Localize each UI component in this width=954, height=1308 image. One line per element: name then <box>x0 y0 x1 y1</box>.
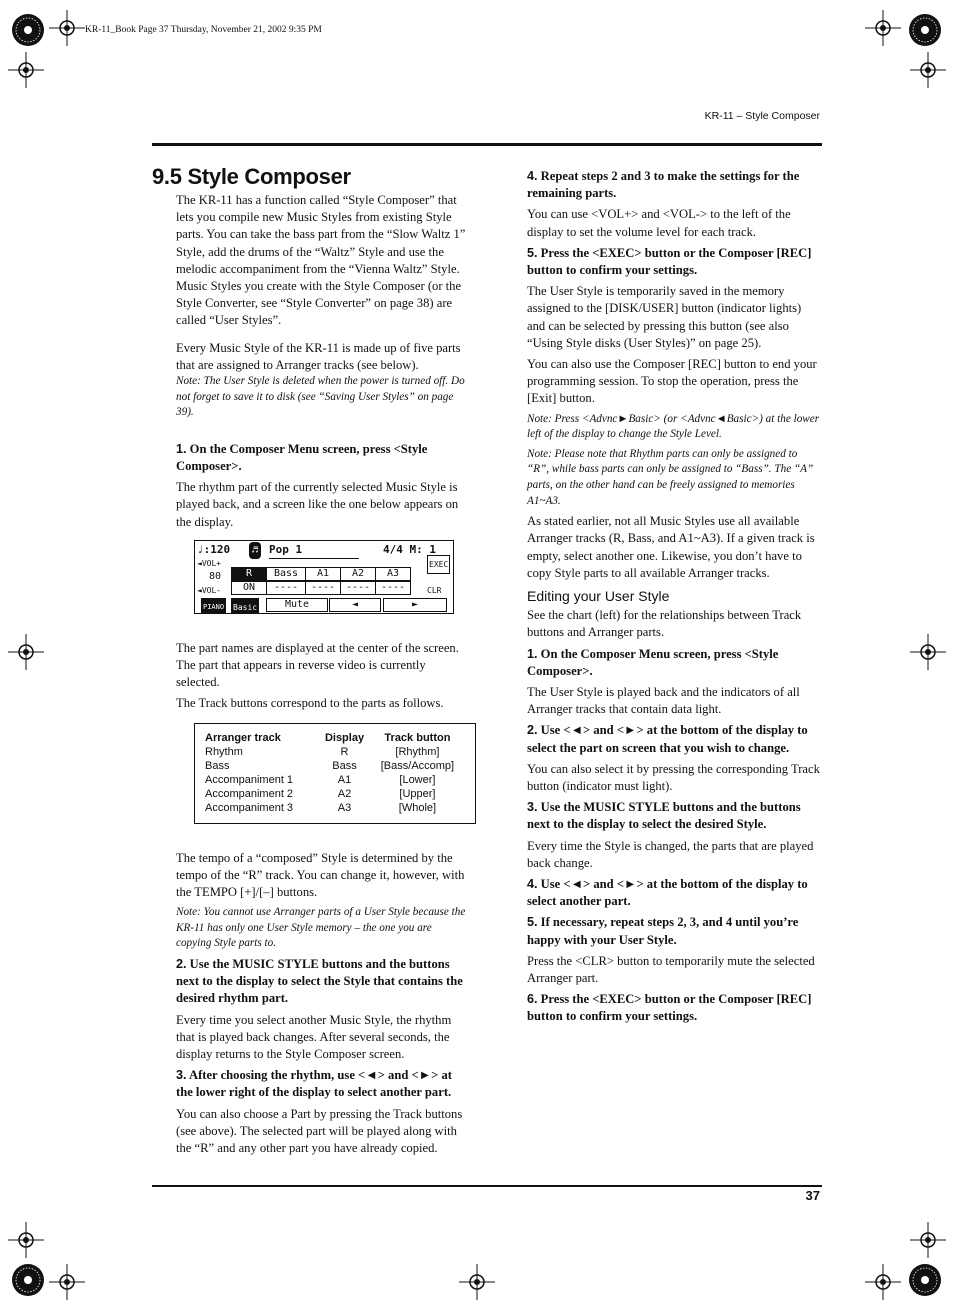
crosshair-mark <box>8 1222 44 1258</box>
section-subheading: Editing your User Style <box>527 588 670 605</box>
edit-step-2-body: You can also select it by pressing the corresponding Track button (indicator must light). <box>527 761 820 794</box>
table-row <box>205 773 465 787</box>
lcd-arrow-left: ◄ <box>329 598 381 612</box>
lcd-vol-minus: ◄VOL- <box>197 585 222 595</box>
edit-step-3-body: Every time the Style is changed, the parts that are played back change. <box>527 838 814 870</box>
tempo-paragraph: The tempo of a “composed” Style is determined by the tempo of the “R” track. You can change it, however, with the TEMPO [+]/[–] buttons. <box>176 850 465 900</box>
lcd-part-a1: A1 <box>305 567 341 581</box>
lcd-state-a1: ---- <box>305 581 341 595</box>
lcd-arrow-right: ► <box>383 598 447 612</box>
lcd-state-a2: ---- <box>340 581 376 595</box>
column-header: Display <box>324 731 365 744</box>
edit-step-1-body: The User Style is played back and the indicators of all Arranger tracks that contain data light. <box>527 685 800 717</box>
print-slug: KR-11_Book Page 37 Thursday, November 21, 2002 9:35 PM <box>85 25 322 35</box>
crosshair-mark <box>865 1264 901 1300</box>
crosshair-mark <box>49 10 85 46</box>
right-column <box>527 168 820 1030</box>
table-cell: A1 <box>337 773 352 786</box>
lcd-part-a2: A2 <box>340 567 376 581</box>
table-cell: A3 <box>337 801 352 814</box>
lcd-volume-value: 80 <box>209 570 222 582</box>
crosshair-mark <box>459 1264 495 1300</box>
note-icon: ♬ <box>249 542 261 559</box>
track-buttons-paragraph: The Track buttons correspond to the parts as follows. <box>176 696 444 711</box>
lcd-mute-button: Mute <box>266 598 328 612</box>
table-row <box>205 745 465 759</box>
top-rule <box>152 143 822 146</box>
edit-step-3-heading: 3. Use the MUSIC STYLE buttons and the buttons next to the display to select the desired Style. <box>527 800 801 832</box>
page-number: 37 <box>805 1188 820 1203</box>
table-row <box>205 801 465 815</box>
end-session-paragraph: You can also use the Composer [REC] button to end your programming session. To stop the operation, press the [Exit] button. <box>527 357 817 406</box>
intro-paragraph-2: Every Music Style of the KR-11 is made up of five parts that are assigned to Arranger tracks (see below). <box>176 340 461 372</box>
crosshair-mark <box>910 52 946 88</box>
lcd-clr-button: CLR <box>427 585 442 595</box>
step-3-heading: 3. After choosing the rhythm, use <◄> and <►> at the lower right of the display to select another part. <box>176 1068 452 1100</box>
registration-circle-mark <box>907 12 943 48</box>
bottom-rule <box>152 1185 822 1187</box>
edit-step-1-heading: 1. On the Composer Menu screen, press <Style Composer>. <box>527 646 779 678</box>
crosshair-mark <box>49 1264 85 1300</box>
edit-step-4-heading: 4. Use <◄> and <►> at the bottom of the display to select another part. <box>527 877 808 909</box>
table-cell: [Bass/Accomp] <box>380 759 455 772</box>
lcd-state-bass: ---- <box>266 581 306 595</box>
step-5-heading: 5. Press the <EXEC> button or the Composer [REC] button to confirm your settings. <box>527 245 812 278</box>
table-cell: Accompaniment 2 <box>205 787 294 800</box>
step-4-heading: 4. Repeat steps 2 and 3 to make the settings for the remaining parts. <box>527 169 800 201</box>
table-cell: A2 <box>337 787 352 800</box>
registration-circle-mark <box>907 1262 943 1298</box>
table-cell: [Lower] <box>399 773 436 786</box>
lcd-piano-tab: PIANO <box>201 598 226 614</box>
table-cell: [Rhythm] <box>395 745 440 758</box>
table-cell: Rhythm <box>205 745 243 758</box>
running-head: KR-11 – Style Composer <box>704 110 820 122</box>
page-title: 9.5 Style Composer <box>152 164 351 189</box>
step-3-body: You can also choose a Part by pressing the Track buttons (see above). The selected part will be played along with the “R” and any other part you have already copied. <box>176 1106 463 1156</box>
edit-step-5-heading: 5. If necessary, repeat steps 2, 3, and 4 until you’re happy with your User Style. <box>527 915 799 947</box>
table-row <box>205 759 465 773</box>
column-header: Track button <box>384 731 451 744</box>
crosshair-mark <box>865 10 901 46</box>
edit-step-2-heading: 2. Use <◄> and <►> at the bottom of the display to select the part on screen that you wish to change. <box>527 723 808 755</box>
table-cell: Bass <box>205 759 230 772</box>
step-1-heading: 1. On the Composer Menu screen, press <Style Composer>. <box>176 441 428 474</box>
note-part-assignment: Note: Please note that Rhythm parts can only be assigned to “R”, while bass parts can only be assigned to “Bass”. The “A” parts, on the other hand can be freely assigned to memories A1~A3. <box>527 447 814 507</box>
table-cell: Bass <box>332 759 357 772</box>
lcd-part-bass: Bass <box>266 567 306 581</box>
crosshair-mark <box>8 634 44 670</box>
lcd-state-a3: ---- <box>375 581 411 595</box>
crosshair-mark <box>910 634 946 670</box>
lcd-display-illustration <box>194 540 454 614</box>
part-names-paragraph: The part names are displayed at the center of the screen. The part that appears in reverse video is currently selected. <box>176 640 459 690</box>
step-1-body: The rhythm part of the currently selected Music Style is played back, and a screen like the one below appears on the display. <box>176 480 459 529</box>
table-cell: Accompaniment 3 <box>205 801 294 814</box>
crosshair-mark <box>910 1222 946 1258</box>
lcd-style-name: Pop 1 <box>269 541 359 559</box>
arranger-tracks-paragraph: As stated earlier, not all Music Styles use all available Arranger tracks (R, Bass, and A1~A3). If a given track is empty, select another one. Likewise, you don’t have to copy Style parts to all available Arranger tracks. <box>527 514 815 580</box>
lcd-basic-tab: Basic <box>231 598 259 614</box>
step-2-body: Every time you select another Music Style, the rhythm that is played back changes. After several seconds, the display returns to the Style Composer screen. <box>176 1012 452 1062</box>
note-style-level: Note: Press <Advnc►Basic> (or <Advnc◄Basic>) at the lower left of the display to change the Style Level. <box>527 412 820 441</box>
table-cell: Accompaniment 1 <box>205 773 294 786</box>
edit-step-5-body: Press the <CLR> button to temporarily mute the selected Arranger part. <box>527 953 815 986</box>
table-cell: [Whole] <box>398 801 437 814</box>
lcd-vol-plus: ◄VOL+ <box>197 558 222 568</box>
lcd-exec-button: EXEC <box>427 555 450 574</box>
step-2-heading: 2. Use the MUSIC STYLE buttons and the buttons next to the display to select the Style that contains the desired rhythm part. <box>176 957 463 1006</box>
subsection-intro: See the chart (left) for the relationships between Track buttons and Arranger parts. <box>527 608 802 640</box>
lcd-part-r: R <box>231 567 267 581</box>
crosshair-mark <box>8 52 44 88</box>
table-row <box>205 787 465 801</box>
registration-circle-mark <box>10 12 46 48</box>
column-header: Arranger track <box>205 731 281 744</box>
left-column <box>176 192 468 1161</box>
step-4-body: You can use <VOL+> and <VOL-> to the left of the display to set the volume level for each track. <box>527 207 791 239</box>
table-cell: R <box>340 745 349 758</box>
table-header-row <box>205 731 465 745</box>
track-assignment-table <box>194 723 476 824</box>
note-user-style-deleted: Note: The User Style is deleted when the power is turned off. Do not forget to save it to disk (see “Saving User Styles” on page 39). <box>176 375 465 419</box>
lcd-tempo: ♩:120 <box>197 542 231 556</box>
lcd-state-r: ON <box>231 581 267 595</box>
table-cell: [Upper] <box>399 787 436 800</box>
lcd-part-a3: A3 <box>375 567 411 581</box>
note-arranger-parts: Note: You cannot use Arranger parts of a User Style because the KR-11 has only one User Style memory – the one you are copying Style parts to. <box>176 906 466 950</box>
step-5-body: The User Style is temporarily saved in the memory assigned to the [DISK/USER] button (indicator lights) and can be selected by pressing this button (see also “Using Style disks (User Styles)” on page 25). <box>527 284 802 350</box>
intro-paragraph: The KR-11 has a function called “Style Composer” that lets you compile new Music Styles from existing Style parts. You can take the bass part from the “Slow Waltz 1” Style, add the drums of the “Waltz” Style and use the melodic accompaniment from the “Vienna Waltz” Style. Music Styles you create with the Style Composer (or the Style Converter, see “Style Converter” on page 38) are called “User Styles”. <box>176 193 466 328</box>
edit-step-6-heading: 6. Press the <EXEC> button or the Composer [REC] button to confirm your settings. <box>527 992 812 1024</box>
lcd-meter: 4/4 M: 1 <box>383 542 436 556</box>
registration-circle-mark <box>10 1262 46 1298</box>
